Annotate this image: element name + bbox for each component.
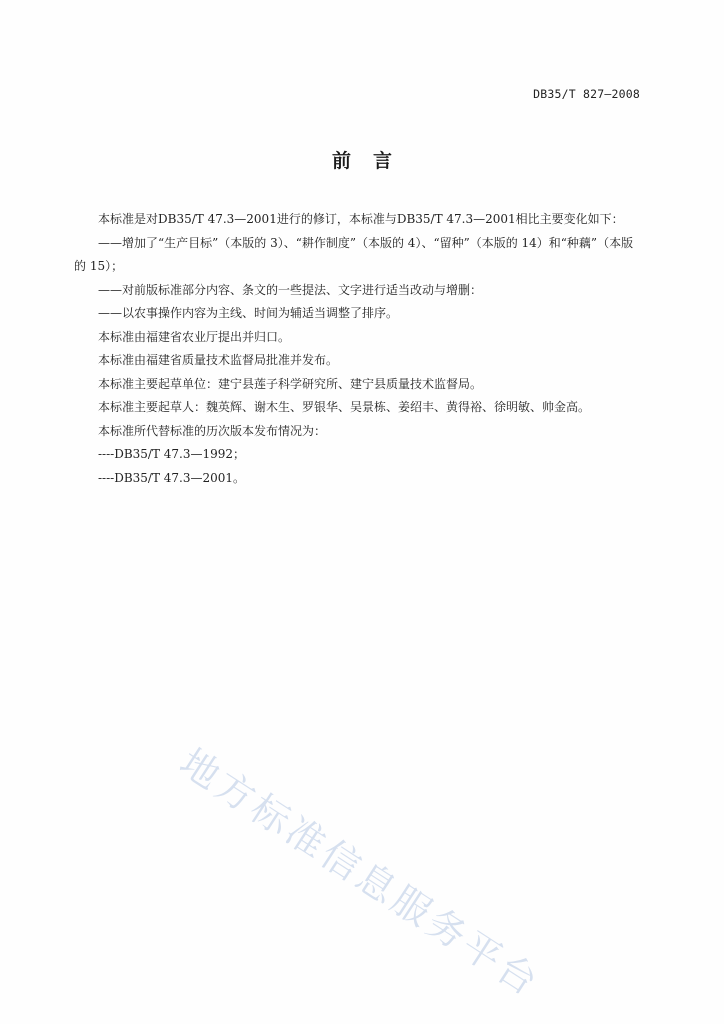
paragraph-change-2: ——对前版标准部分内容、条文的一些提法、文字进行适当改动与增删：	[98, 282, 483, 297]
paragraph-history-1992: ----DB35/T 47.3—1992；	[98, 447, 246, 461]
paragraph-intro: 本标准是对DB35/T 47.3—2001进行的修订，本标准与DB35/T 47.3—2001相比主要变化如下：	[98, 212, 624, 226]
page-title: 前言	[331, 150, 414, 172]
document-body	[74, 208, 644, 490]
paragraph-change-1: ——增加了“生产目标”（本版的 3）、“耕作制度”（本版的 4）、“留种”（本版的 14）和“种藕”（本版的 15）；	[74, 235, 634, 273]
document-code: DB35/T 827—2008	[533, 87, 640, 101]
paragraph-history-intro: 本标准所代替标准的历次版本发布情况为：	[98, 423, 327, 438]
paragraph-change-3: ——以农事操作内容为主线、时间为辅适当调整了排序。	[98, 306, 399, 320]
paragraph-drafters: 本标准主要起草人：魏英辉、谢木生、罗银华、吴景栋、姜绍丰、黄得裕、徐明敏、帅金高。	[98, 400, 591, 414]
watermark: 地方标准信息服务平台	[172, 739, 549, 1006]
paragraph-proposer: 本标准由福建省农业厅提出并归口。	[98, 329, 291, 344]
paragraph-history-2001: ----DB35/T 47.3—2001。	[98, 470, 246, 485]
paragraph-approver: 本标准由福建省质量技术监督局批准并发布。	[98, 353, 339, 367]
paragraph-drafting-units: 本标准主要起草单位：建宁县莲子科学研究所、建宁县质量技术监督局。	[98, 376, 483, 391]
